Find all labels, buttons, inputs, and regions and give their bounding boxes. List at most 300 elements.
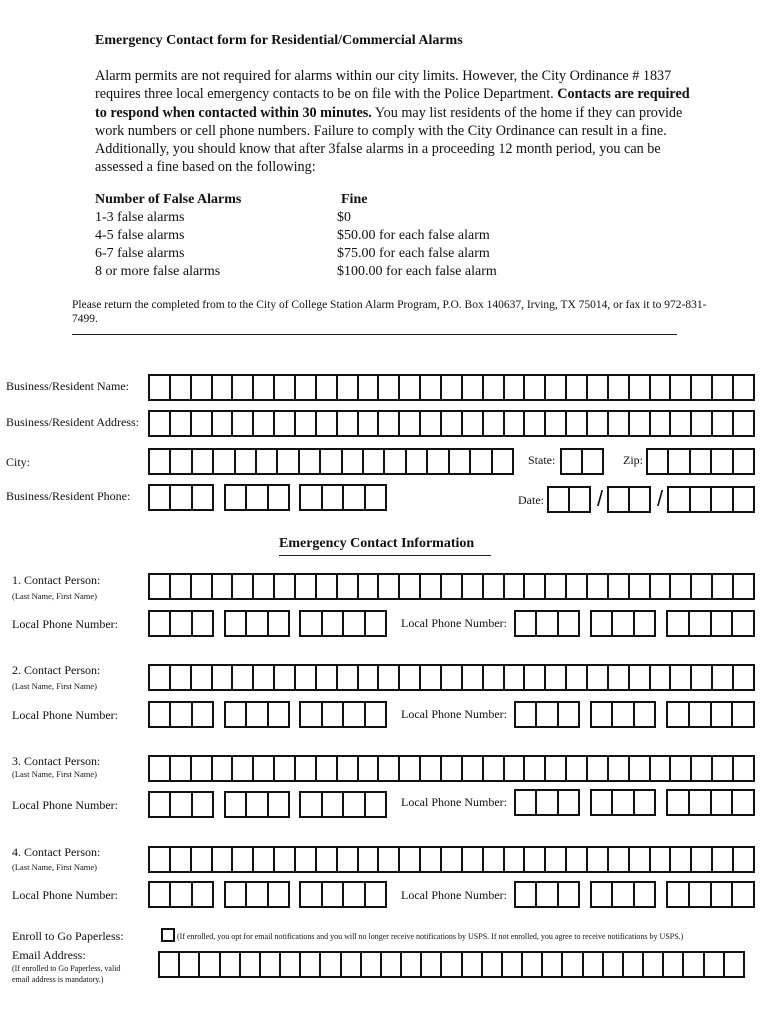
date-month-input[interactable] [547,486,591,513]
character-cell[interactable] [463,412,484,435]
character-cell[interactable] [525,412,546,435]
character-cell[interactable] [516,791,537,814]
character-cell[interactable] [505,666,526,689]
character-cell[interactable] [609,666,630,689]
character-cell[interactable] [254,666,275,689]
character-cell[interactable] [400,848,421,871]
character-cell[interactable] [338,757,359,780]
character-cell[interactable] [613,791,634,814]
character-cell[interactable] [301,612,323,635]
character-cell[interactable] [692,757,713,780]
character-cell[interactable] [712,612,734,635]
character-cell[interactable] [537,703,558,726]
character-cell[interactable] [323,703,345,726]
character-cell[interactable] [421,848,442,871]
character-cell[interactable] [546,666,567,689]
character-cell[interactable] [690,612,712,635]
character-cell[interactable] [379,757,400,780]
character-cell[interactable] [317,848,338,871]
character-cell[interactable] [344,793,366,816]
character-cell[interactable] [630,376,651,399]
character-cell[interactable] [525,848,546,871]
character-cell[interactable] [546,848,567,871]
character-cell[interactable] [493,450,512,473]
character-cell[interactable] [150,793,171,816]
character-cell[interactable] [193,793,212,816]
character-cell[interactable] [296,412,317,435]
character-cell[interactable] [692,575,713,598]
character-cell[interactable] [463,575,484,598]
character-cell[interactable] [193,883,212,906]
character-cell[interactable] [668,612,690,635]
character-cell[interactable] [651,848,672,871]
character-cell[interactable] [567,412,588,435]
character-cell[interactable] [613,883,634,906]
character-cell[interactable] [525,575,546,598]
contact-1-phone1-prefix-input[interactable] [224,610,290,637]
contact-2-phone1-line-input[interactable] [299,701,387,728]
character-cell[interactable] [192,666,213,689]
character-cell[interactable] [241,953,261,976]
character-cell[interactable] [624,953,644,976]
character-cell[interactable] [669,450,690,473]
character-cell[interactable] [712,450,733,473]
contact-2-phone1-area-input[interactable] [148,701,214,728]
character-cell[interactable] [671,666,692,689]
character-cell[interactable] [382,953,402,976]
character-cell[interactable] [296,376,317,399]
character-cell[interactable] [366,612,386,635]
character-cell[interactable] [226,612,247,635]
character-cell[interactable] [171,666,192,689]
contact-4-phone2-line-input[interactable] [666,881,755,908]
character-cell[interactable] [503,953,523,976]
character-cell[interactable] [421,757,442,780]
character-cell[interactable] [261,953,281,976]
character-cell[interactable] [421,376,442,399]
character-cell[interactable] [692,666,713,689]
contact-3-phone2-line-input[interactable] [666,789,755,816]
character-cell[interactable] [379,575,400,598]
address-input[interactable] [148,410,755,437]
character-cell[interactable] [171,848,192,871]
character-cell[interactable] [192,757,213,780]
character-cell[interactable] [463,666,484,689]
character-cell[interactable] [644,953,664,976]
character-cell[interactable] [317,412,338,435]
character-cell[interactable] [193,612,212,635]
character-cell[interactable] [275,575,296,598]
character-cell[interactable] [734,666,753,689]
character-cell[interactable] [546,412,567,435]
character-cell[interactable] [160,953,180,976]
character-cell[interactable] [690,703,712,726]
character-cell[interactable] [344,486,366,509]
character-cell[interactable] [171,612,192,635]
character-cell[interactable] [344,703,366,726]
character-cell[interactable] [583,450,602,473]
character-cell[interactable] [734,757,753,780]
character-cell[interactable] [505,412,526,435]
contact-4-phone2-area-input[interactable] [514,881,580,908]
character-cell[interactable] [254,412,275,435]
character-cell[interactable] [463,757,484,780]
character-cell[interactable] [338,575,359,598]
character-cell[interactable] [712,791,734,814]
character-cell[interactable] [236,450,257,473]
character-cell[interactable] [323,793,345,816]
character-cell[interactable] [635,791,654,814]
city-input[interactable] [148,448,514,475]
character-cell[interactable] [635,703,654,726]
character-cell[interactable] [422,953,442,976]
character-cell[interactable] [613,703,634,726]
contact-4-name-input[interactable] [148,846,755,873]
character-cell[interactable] [180,953,200,976]
email-input[interactable] [158,951,745,978]
character-cell[interactable] [338,412,359,435]
character-cell[interactable] [442,666,463,689]
character-cell[interactable] [588,412,609,435]
character-cell[interactable] [317,666,338,689]
character-cell[interactable] [344,612,366,635]
character-cell[interactable] [281,953,301,976]
contact-2-phone2-prefix-input[interactable] [590,701,656,728]
character-cell[interactable] [733,703,753,726]
character-cell[interactable] [359,757,380,780]
character-cell[interactable] [338,376,359,399]
character-cell[interactable] [366,486,386,509]
character-cell[interactable] [651,575,672,598]
character-cell[interactable] [317,575,338,598]
character-cell[interactable] [567,575,588,598]
character-cell[interactable] [214,450,235,473]
character-cell[interactable] [630,575,651,598]
character-cell[interactable] [567,757,588,780]
character-cell[interactable] [296,666,317,689]
character-cell[interactable] [171,486,192,509]
contact-1-phone1-area-input[interactable] [148,610,214,637]
character-cell[interactable] [592,791,613,814]
character-cell[interactable] [592,883,613,906]
character-cell[interactable] [366,793,386,816]
character-cell[interactable] [150,848,171,871]
character-cell[interactable] [734,450,753,473]
character-cell[interactable] [692,412,713,435]
contact-2-phone2-area-input[interactable] [514,701,580,728]
character-cell[interactable] [171,575,192,598]
character-cell[interactable] [150,757,171,780]
character-cell[interactable] [366,883,386,906]
character-cell[interactable] [442,953,462,976]
character-cell[interactable] [671,757,692,780]
character-cell[interactable] [407,450,428,473]
character-cell[interactable] [713,575,734,598]
character-cell[interactable] [257,450,278,473]
contact-3-phone1-prefix-input[interactable] [224,791,290,818]
character-cell[interactable] [213,757,234,780]
date-year-input[interactable] [667,486,755,513]
character-cell[interactable] [301,883,323,906]
contact-2-phone1-prefix-input[interactable] [224,701,290,728]
character-cell[interactable] [613,612,634,635]
character-cell[interactable] [379,666,400,689]
character-cell[interactable] [301,703,323,726]
character-cell[interactable] [400,575,421,598]
character-cell[interactable] [516,703,537,726]
character-cell[interactable] [734,376,753,399]
character-cell[interactable] [505,575,526,598]
character-cell[interactable] [669,488,691,511]
character-cell[interactable] [226,703,247,726]
character-cell[interactable] [226,883,247,906]
character-cell[interactable] [213,412,234,435]
character-cell[interactable] [400,376,421,399]
character-cell[interactable] [648,450,669,473]
character-cell[interactable] [269,883,288,906]
character-cell[interactable] [733,612,753,635]
character-cell[interactable] [609,757,630,780]
character-cell[interactable] [321,953,341,976]
character-cell[interactable] [588,848,609,871]
contact-1-phone2-prefix-input[interactable] [590,610,656,637]
character-cell[interactable] [484,412,505,435]
character-cell[interactable] [567,376,588,399]
character-cell[interactable] [537,612,558,635]
character-cell[interactable] [609,575,630,598]
character-cell[interactable] [379,412,400,435]
character-cell[interactable] [733,883,753,906]
character-cell[interactable] [343,450,364,473]
character-cell[interactable] [734,848,753,871]
character-cell[interactable] [671,412,692,435]
character-cell[interactable] [630,488,649,511]
character-cell[interactable] [525,376,546,399]
name-input[interactable] [148,374,755,401]
character-cell[interactable] [233,376,254,399]
character-cell[interactable] [668,703,690,726]
character-cell[interactable] [690,791,712,814]
character-cell[interactable] [442,757,463,780]
character-cell[interactable] [323,883,345,906]
character-cell[interactable] [359,666,380,689]
character-cell[interactable] [609,848,630,871]
character-cell[interactable] [275,757,296,780]
character-cell[interactable] [150,703,171,726]
character-cell[interactable] [537,791,558,814]
character-cell[interactable] [171,883,192,906]
character-cell[interactable] [525,666,546,689]
character-cell[interactable] [713,848,734,871]
character-cell[interactable] [193,486,212,509]
character-cell[interactable] [712,488,734,511]
character-cell[interactable] [275,376,296,399]
character-cell[interactable] [193,703,212,726]
character-cell[interactable] [712,883,734,906]
character-cell[interactable] [254,575,275,598]
character-cell[interactable] [247,486,268,509]
character-cell[interactable] [690,883,712,906]
character-cell[interactable] [463,953,483,976]
character-cell[interactable] [317,757,338,780]
character-cell[interactable] [385,450,406,473]
character-cell[interactable] [725,953,743,976]
character-cell[interactable] [301,953,321,976]
character-cell[interactable] [275,848,296,871]
character-cell[interactable] [421,412,442,435]
character-cell[interactable] [559,703,578,726]
contact-4-phone2-prefix-input[interactable] [590,881,656,908]
character-cell[interactable] [505,376,526,399]
character-cell[interactable] [362,953,382,976]
character-cell[interactable] [213,848,234,871]
character-cell[interactable] [651,412,672,435]
character-cell[interactable] [428,450,449,473]
contact-1-phone2-area-input[interactable] [514,610,580,637]
character-cell[interactable] [692,376,713,399]
character-cell[interactable] [570,488,589,511]
character-cell[interactable] [317,376,338,399]
character-cell[interactable] [523,953,543,976]
character-cell[interactable] [269,612,288,635]
character-cell[interactable] [484,376,505,399]
character-cell[interactable] [484,575,505,598]
contact-3-phone2-area-input[interactable] [514,789,580,816]
contact-4-phone1-line-input[interactable] [299,881,387,908]
character-cell[interactable] [150,376,171,399]
character-cell[interactable] [300,450,321,473]
character-cell[interactable] [734,488,754,511]
character-cell[interactable] [630,666,651,689]
character-cell[interactable] [171,450,192,473]
character-cell[interactable] [269,793,288,816]
character-cell[interactable] [278,450,299,473]
character-cell[interactable] [379,848,400,871]
character-cell[interactable] [193,450,214,473]
character-cell[interactable] [705,953,725,976]
character-cell[interactable] [301,486,323,509]
character-cell[interactable] [421,666,442,689]
character-cell[interactable] [588,757,609,780]
character-cell[interactable] [171,412,192,435]
character-cell[interactable] [692,848,713,871]
contact-3-name-input[interactable] [148,755,755,782]
contact-1-phone1-line-input[interactable] [299,610,387,637]
phone-line-input[interactable] [299,484,387,511]
character-cell[interactable] [516,883,537,906]
character-cell[interactable] [338,848,359,871]
character-cell[interactable] [668,883,690,906]
character-cell[interactable] [296,757,317,780]
character-cell[interactable] [359,412,380,435]
character-cell[interactable] [442,412,463,435]
character-cell[interactable] [733,791,753,814]
character-cell[interactable] [364,450,385,473]
phone-prefix-input[interactable] [224,484,290,511]
character-cell[interactable] [484,757,505,780]
character-cell[interactable] [691,488,713,511]
character-cell[interactable] [567,848,588,871]
character-cell[interactable] [516,612,537,635]
character-cell[interactable] [150,575,171,598]
character-cell[interactable] [402,953,422,976]
character-cell[interactable] [359,376,380,399]
character-cell[interactable] [150,450,171,473]
character-cell[interactable] [275,666,296,689]
character-cell[interactable] [691,450,712,473]
character-cell[interactable] [323,612,345,635]
character-cell[interactable] [192,848,213,871]
character-cell[interactable] [150,666,171,689]
character-cell[interactable] [713,666,734,689]
character-cell[interactable] [609,412,630,435]
character-cell[interactable] [734,412,753,435]
character-cell[interactable] [713,376,734,399]
character-cell[interactable] [171,757,192,780]
character-cell[interactable] [505,757,526,780]
character-cell[interactable] [421,575,442,598]
character-cell[interactable] [668,791,690,814]
character-cell[interactable] [213,376,234,399]
character-cell[interactable] [505,848,526,871]
character-cell[interactable] [567,666,588,689]
character-cell[interactable] [635,612,654,635]
character-cell[interactable] [342,953,362,976]
character-cell[interactable] [171,793,192,816]
character-cell[interactable] [366,703,386,726]
character-cell[interactable] [213,666,234,689]
character-cell[interactable] [233,666,254,689]
character-cell[interactable] [254,757,275,780]
character-cell[interactable] [559,791,578,814]
character-cell[interactable] [400,666,421,689]
character-cell[interactable] [609,376,630,399]
character-cell[interactable] [192,412,213,435]
contact-4-phone1-area-input[interactable] [148,881,214,908]
character-cell[interactable] [233,412,254,435]
character-cell[interactable] [584,953,604,976]
character-cell[interactable] [269,703,288,726]
character-cell[interactable] [463,376,484,399]
character-cell[interactable] [592,612,613,635]
character-cell[interactable] [671,575,692,598]
state-input[interactable] [560,448,604,475]
character-cell[interactable] [200,953,220,976]
character-cell[interactable] [543,953,563,976]
character-cell[interactable] [254,848,275,871]
contact-2-name-input[interactable] [148,664,755,691]
character-cell[interactable] [713,412,734,435]
character-cell[interactable] [171,376,192,399]
paperless-checkbox[interactable] [161,928,175,942]
contact-4-phone1-prefix-input[interactable] [224,881,290,908]
character-cell[interactable] [269,486,288,509]
character-cell[interactable] [588,575,609,598]
contact-1-name-input[interactable] [148,573,755,600]
character-cell[interactable] [323,486,345,509]
character-cell[interactable] [296,848,317,871]
character-cell[interactable] [546,376,567,399]
character-cell[interactable] [630,848,651,871]
character-cell[interactable] [226,793,247,816]
character-cell[interactable] [247,703,268,726]
character-cell[interactable] [359,575,380,598]
character-cell[interactable] [247,793,268,816]
character-cell[interactable] [192,376,213,399]
character-cell[interactable] [604,953,624,976]
contact-3-phone1-line-input[interactable] [299,791,387,818]
character-cell[interactable] [651,666,672,689]
